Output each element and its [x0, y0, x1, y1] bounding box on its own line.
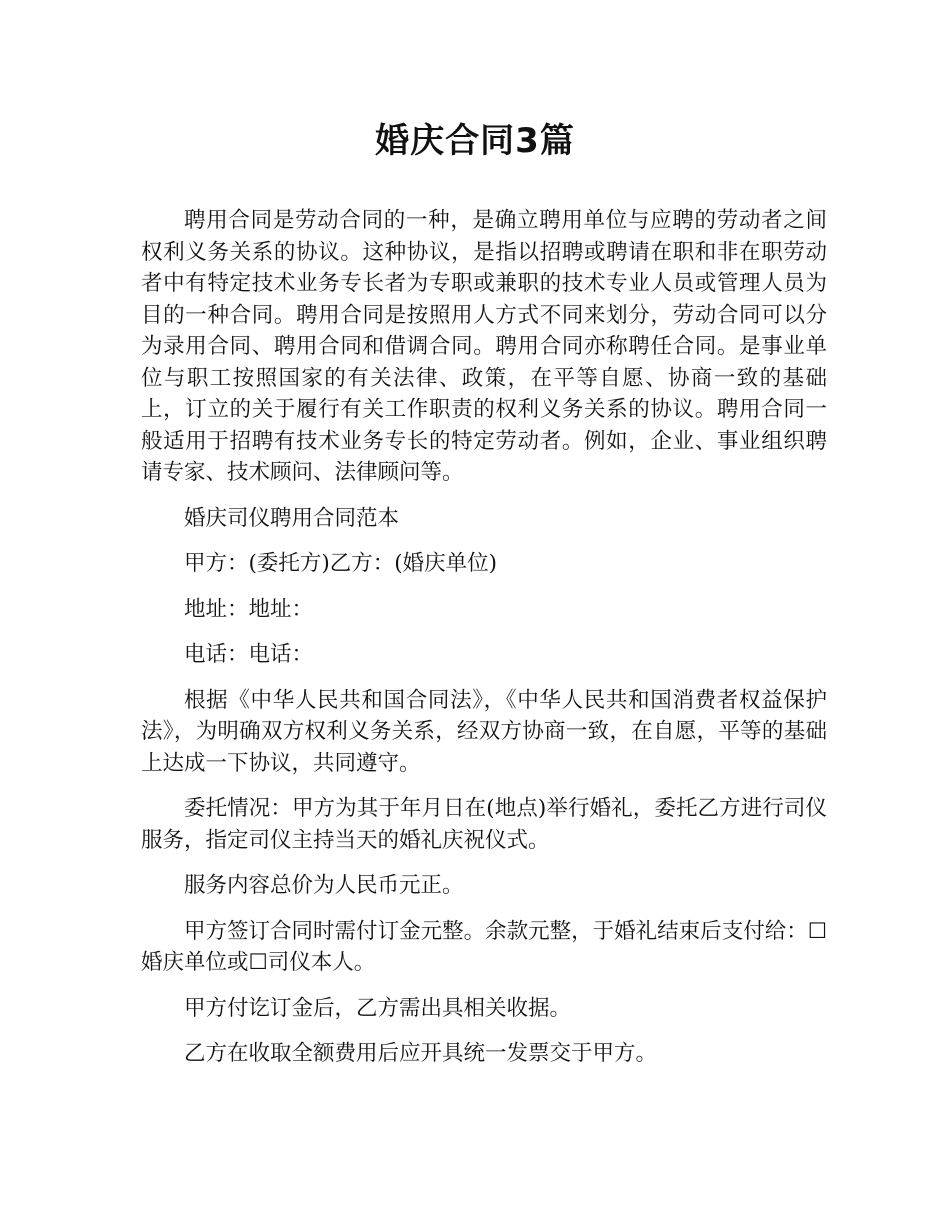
paragraph-address: 地址：地址： — [184, 596, 314, 622]
paragraph-contract-heading: 婚庆司仪聘用合同范本 — [184, 505, 400, 531]
paragraph-parties: 甲方：(委托方)乙方：(婚庆单位) — [184, 551, 498, 576]
paragraph-receipt: 甲方付讫订金后，乙方需出具相关收据。 — [184, 995, 572, 1021]
paragraph-legal-basis: 根据《中华人民共和国合同法》，《中华人民共和国消费者权益保护法》，为明确双方权利义务关系，经双方协商一致，在自愿，平等的基础上达成一下协议，共同遵守。 — [141, 687, 827, 776]
paragraph-phone: 电话：电话： — [184, 642, 314, 667]
paragraph-commission: 委托情况：甲方为其于年月日在(地点)举行婚礼，委托乙方进行司仪服务，指定司仪主持当天的婚礼庆祝仪式。 — [141, 796, 827, 853]
paragraph-invoice: 乙方在收取全额费用后应开具统一发票交于甲方。 — [184, 1041, 658, 1066]
paragraph-intro: 聘用合同是劳动合同的一种，是确立聘用单位与应聘的劳动者之间权利义务关系的协议。这种协议，是指以招聘或聘请在职和非在职劳动者中有特定技术业务专长者为专职或兼职的技术专业人员或管理人员为目的一种合同。聘用合同是按照用人方式不同来划分，劳动合同可以分为录用合同、聘用合同和借调合同。聘用合同亦称聘任合同。是事业单位与职工按照国家的有关法律、政策，在平等自愿、协商一致的基础上，订立的关于履行有关工作职责的权利义务关系的协议。聘用合同一般适用于招聘有技术业务专长的特定劳动者。例如，企业、事业组织聘请专家、技术顾问、法律顾问等。 — [141, 208, 827, 485]
paragraph-total-price: 服务内容总价为人民币元正。 — [184, 873, 464, 898]
paragraph-deposit: 甲方签订合同时需付订金元整。余款元整，于婚礼结束后支付给：☐婚庆单位或☐司仪本人。 — [141, 918, 827, 975]
document-title: 婚庆合同3篇 — [375, 121, 575, 161]
document-body — [141, 205, 827, 1084]
